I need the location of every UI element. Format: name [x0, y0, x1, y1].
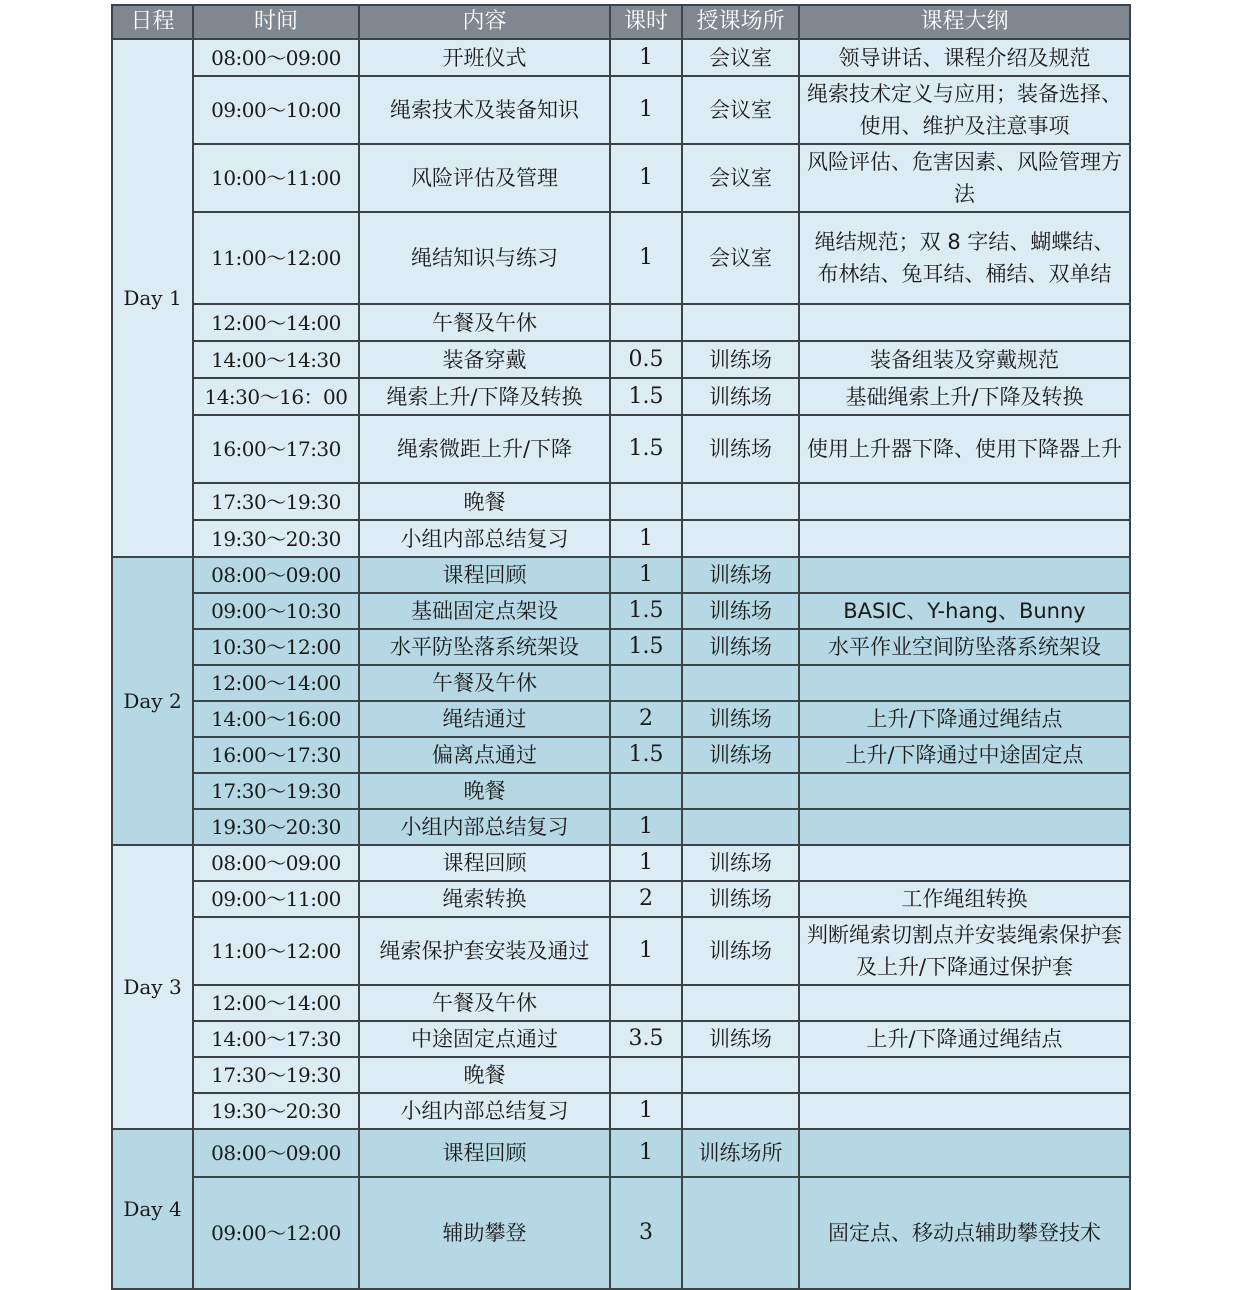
- outline-cell: 上升/下降通过绳结点: [799, 701, 1130, 737]
- time-cell: 14:00～14:30: [193, 341, 359, 378]
- content-cell: 小组内部总结复习: [359, 809, 610, 845]
- content-cell: 中途固定点通过: [359, 1021, 610, 1057]
- content-cell: 课程回顾: [359, 845, 610, 881]
- hours-cell: 1: [610, 557, 682, 593]
- header-row: [112, 5, 1130, 39]
- table-row: [112, 845, 1130, 881]
- place-cell: 会议室: [682, 212, 799, 304]
- outline-cell: [799, 985, 1130, 1021]
- table-row: [112, 773, 1130, 809]
- content-cell: 小组内部总结复习: [359, 520, 610, 557]
- table-row: [112, 415, 1130, 483]
- hours-cell: 1: [610, 917, 682, 985]
- hours-cell: 1: [610, 1093, 682, 1129]
- place-cell: 会议室: [682, 76, 799, 144]
- table-row: [112, 1057, 1130, 1093]
- content-cell: 开班仪式: [359, 39, 610, 76]
- time-cell: 12:00～14:00: [193, 665, 359, 701]
- hours-cell: [610, 773, 682, 809]
- place-cell: 训练场: [682, 378, 799, 415]
- place-cell: [682, 304, 799, 341]
- time-cell: 17:30～19:30: [193, 483, 359, 520]
- table-row: [112, 304, 1130, 341]
- header-time: 时间: [193, 5, 359, 39]
- time-cell: 08:00～09:00: [193, 845, 359, 881]
- time-cell: 12:00～14:00: [193, 304, 359, 341]
- outline-cell: 领导讲话、课程介绍及规范: [799, 39, 1130, 76]
- content-cell: 绳索技术及装备知识: [359, 76, 610, 144]
- outline-cell: [799, 1093, 1130, 1129]
- table-row: [112, 520, 1130, 557]
- content-cell: 装备穿戴: [359, 341, 610, 378]
- hours-cell: [610, 985, 682, 1021]
- place-cell: [682, 985, 799, 1021]
- outline-cell: 基础绳索上升/下降及转换: [799, 378, 1130, 415]
- place-cell: 训练场: [682, 917, 799, 985]
- table-row: [112, 917, 1130, 985]
- table-row: [112, 378, 1130, 415]
- outline-cell: 使用上升器下降、使用下降器上升: [799, 415, 1130, 483]
- hours-cell: 1.5: [610, 593, 682, 629]
- content-cell: 晚餐: [359, 773, 610, 809]
- time-cell: 19:30～20:30: [193, 809, 359, 845]
- outline-cell: 上升/下降通过中途固定点: [799, 737, 1130, 773]
- time-cell: 17:30～19:30: [193, 773, 359, 809]
- content-cell: 绳索微距上升/下降: [359, 415, 610, 483]
- place-cell: [682, 665, 799, 701]
- hours-cell: 1: [610, 39, 682, 76]
- hours-cell: 2: [610, 701, 682, 737]
- hours-cell: 1.5: [610, 415, 682, 483]
- outline-cell: [799, 1057, 1130, 1093]
- place-cell: 训练场: [682, 881, 799, 917]
- outline-cell: 水平作业空间防坠落系统架设: [799, 629, 1130, 665]
- outline-cell: [799, 557, 1130, 593]
- outline-cell: [799, 304, 1130, 341]
- outline-cell: 判断绳索切割点并安装绳索保护套及上升/下降通过保护套: [799, 917, 1130, 985]
- day-label-cell: Day 4: [112, 1129, 193, 1289]
- table-row: [112, 665, 1130, 701]
- place-cell: 训练场: [682, 341, 799, 378]
- hours-cell: 1.5: [610, 737, 682, 773]
- outline-cell: [799, 809, 1130, 845]
- content-cell: 午餐及午休: [359, 665, 610, 701]
- content-cell: 绳索上升/下降及转换: [359, 378, 610, 415]
- content-cell: 课程回顾: [359, 1129, 610, 1177]
- table-row: [112, 341, 1130, 378]
- outline-cell: 装备组装及穿戴规范: [799, 341, 1130, 378]
- time-cell: 11:00～12:00: [193, 917, 359, 985]
- outline-cell: 绳索技术定义与应用；装备选择、使用、维护及注意事项: [799, 76, 1130, 144]
- content-cell: 绳结知识与练习: [359, 212, 610, 304]
- place-cell: [682, 483, 799, 520]
- hours-cell: [610, 665, 682, 701]
- hours-cell: 3.5: [610, 1021, 682, 1057]
- table-row: [112, 1129, 1130, 1177]
- table-row: [112, 144, 1130, 212]
- hours-cell: 2: [610, 881, 682, 917]
- hours-cell: 1: [610, 212, 682, 304]
- content-cell: 晚餐: [359, 483, 610, 520]
- day-label-cell: Day 3: [112, 845, 193, 1129]
- place-cell: [682, 1093, 799, 1129]
- header-content: 内容: [359, 5, 610, 39]
- hours-cell: [610, 1057, 682, 1093]
- content-cell: 小组内部总结复习: [359, 1093, 610, 1129]
- outline-cell: [799, 845, 1130, 881]
- table-row: [112, 593, 1130, 629]
- place-cell: 训练场: [682, 629, 799, 665]
- outline-cell: 上升/下降通过绳结点: [799, 1021, 1130, 1057]
- header-place: 授课场所: [682, 5, 799, 39]
- place-cell: 训练场: [682, 701, 799, 737]
- outline-cell: 绳结规范；双 8 字结、蝴蝶结、布林结、兔耳结、桶结、双单结: [799, 212, 1130, 304]
- place-cell: [682, 809, 799, 845]
- table-row: [112, 737, 1130, 773]
- time-cell: 09:00～11:00: [193, 881, 359, 917]
- time-cell: 09:00～10:00: [193, 76, 359, 144]
- outline-cell: [799, 483, 1130, 520]
- time-cell: 19:30～20:30: [193, 1093, 359, 1129]
- place-cell: 训练场: [682, 415, 799, 483]
- time-cell: 10:00～11:00: [193, 144, 359, 212]
- content-cell: 午餐及午休: [359, 304, 610, 341]
- outline-cell: [799, 773, 1130, 809]
- time-cell: 12:00～14:00: [193, 985, 359, 1021]
- time-cell: 17:30～19:30: [193, 1057, 359, 1093]
- table-body: [112, 39, 1130, 1289]
- content-cell: 课程回顾: [359, 557, 610, 593]
- place-cell: [682, 773, 799, 809]
- place-cell: 训练场所: [682, 1129, 799, 1177]
- place-cell: [682, 1177, 799, 1289]
- outline-cell: BASIC、Y-hang、Bunny: [799, 593, 1130, 629]
- day-label-cell: Day 1: [112, 39, 193, 557]
- table-row: [112, 985, 1130, 1021]
- time-cell: 14:30～16：00: [193, 378, 359, 415]
- content-cell: 水平防坠落系统架设: [359, 629, 610, 665]
- table-row: [112, 39, 1130, 76]
- table-row: [112, 76, 1130, 144]
- table-row: [112, 701, 1130, 737]
- outline-cell: 风险评估、危害因素、风险管理方法: [799, 144, 1130, 212]
- day-label-cell: Day 2: [112, 557, 193, 845]
- place-cell: 会议室: [682, 144, 799, 212]
- hours-cell: 0.5: [610, 341, 682, 378]
- content-cell: 基础固定点架设: [359, 593, 610, 629]
- time-cell: 19:30～20:30: [193, 520, 359, 557]
- content-cell: 偏离点通过: [359, 737, 610, 773]
- outline-cell: [799, 665, 1130, 701]
- header-day: 日程: [112, 5, 193, 39]
- content-cell: 绳索保护套安装及通过: [359, 917, 610, 985]
- table-row: [112, 629, 1130, 665]
- time-cell: 16:00～17:30: [193, 737, 359, 773]
- table-row: [112, 809, 1130, 845]
- table-row: [112, 212, 1130, 304]
- time-cell: 14:00～16:00: [193, 701, 359, 737]
- table-row: [112, 1021, 1130, 1057]
- content-cell: 绳索转换: [359, 881, 610, 917]
- table-row: [112, 1093, 1130, 1129]
- time-cell: 09:00～12:00: [193, 1177, 359, 1289]
- course-schedule-table: [111, 4, 1131, 1290]
- hours-cell: [610, 483, 682, 520]
- place-cell: 训练场: [682, 845, 799, 881]
- time-cell: 09:00～10:30: [193, 593, 359, 629]
- place-cell: 训练场: [682, 1021, 799, 1057]
- content-cell: 风险评估及管理: [359, 144, 610, 212]
- time-cell: 16:00～17:30: [193, 415, 359, 483]
- content-cell: 绳结通过: [359, 701, 610, 737]
- content-cell: 辅助攀登: [359, 1177, 610, 1289]
- content-cell: 午餐及午休: [359, 985, 610, 1021]
- table-row: [112, 557, 1130, 593]
- hours-cell: [610, 304, 682, 341]
- place-cell: 训练场: [682, 593, 799, 629]
- place-cell: [682, 520, 799, 557]
- place-cell: 训练场: [682, 557, 799, 593]
- outline-cell: [799, 520, 1130, 557]
- place-cell: [682, 1057, 799, 1093]
- place-cell: 训练场: [682, 737, 799, 773]
- outline-cell: 工作绳组转换: [799, 881, 1130, 917]
- header-hours: 课时: [610, 5, 682, 39]
- content-cell: 晚餐: [359, 1057, 610, 1093]
- time-cell: 08:00～09:00: [193, 39, 359, 76]
- time-cell: 14:00～17:30: [193, 1021, 359, 1057]
- outline-cell: 固定点、移动点辅助攀登技术: [799, 1177, 1130, 1289]
- hours-cell: 1: [610, 809, 682, 845]
- place-cell: 会议室: [682, 39, 799, 76]
- time-cell: 11:00～12:00: [193, 212, 359, 304]
- time-cell: 10:30～12:00: [193, 629, 359, 665]
- hours-cell: 1: [610, 76, 682, 144]
- hours-cell: 1: [610, 845, 682, 881]
- hours-cell: 1: [610, 144, 682, 212]
- hours-cell: 1.5: [610, 378, 682, 415]
- hours-cell: 1: [610, 520, 682, 557]
- header-outline: 课程大纲: [799, 5, 1130, 39]
- table-header: [112, 5, 1130, 39]
- hours-cell: 3: [610, 1177, 682, 1289]
- hours-cell: 1: [610, 1129, 682, 1177]
- time-cell: 08:00～09:00: [193, 557, 359, 593]
- table-row: [112, 881, 1130, 917]
- table-row: [112, 483, 1130, 520]
- table-row: [112, 1177, 1130, 1289]
- hours-cell: 1.5: [610, 629, 682, 665]
- outline-cell: [799, 1129, 1130, 1177]
- time-cell: 08:00～09:00: [193, 1129, 359, 1177]
